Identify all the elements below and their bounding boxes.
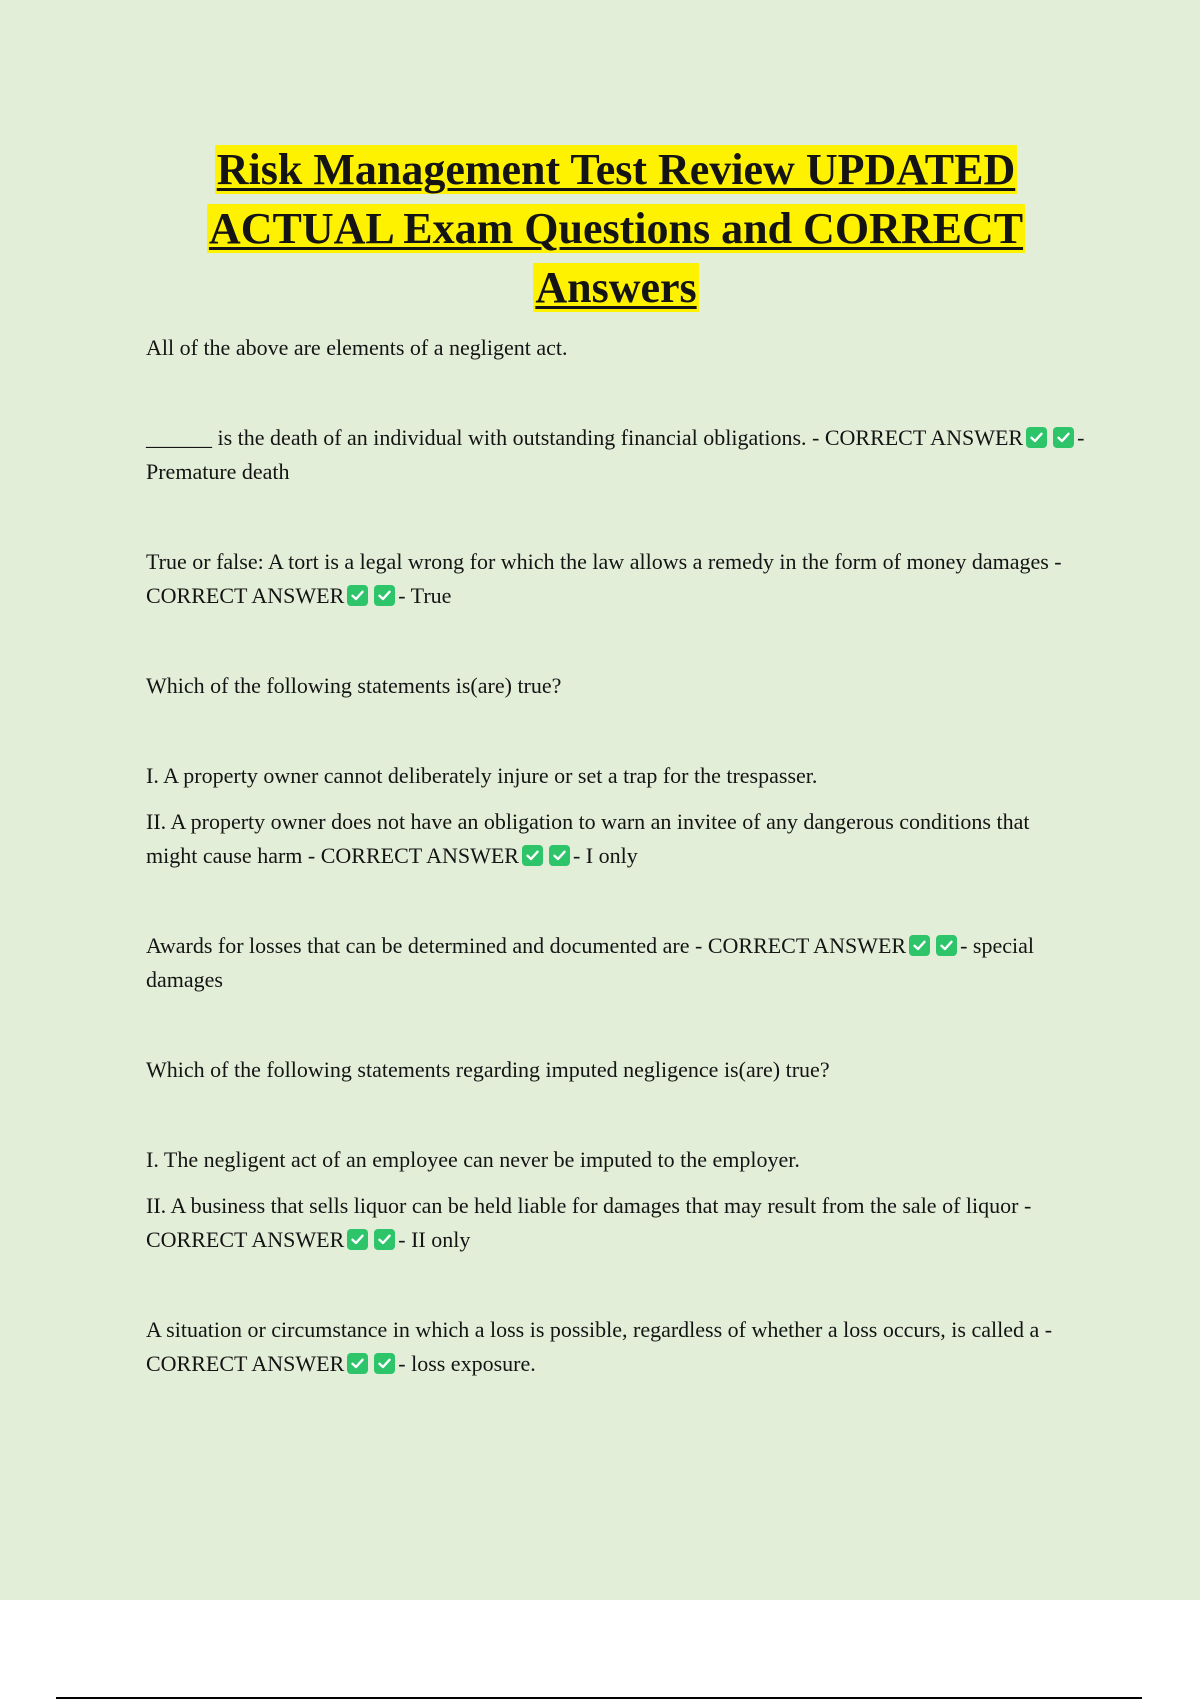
- intro-text: All of the above are elements of a negligent act.: [146, 335, 568, 360]
- document-content: [146, 140, 1086, 1381]
- check-icon: [347, 1353, 368, 1374]
- title-line-1: Risk Management Test Review UPDATED: [216, 145, 1016, 194]
- check-icon: [909, 935, 930, 956]
- check-icon: [374, 585, 395, 606]
- title-line-2: ACTUAL Exam Questions and CORRECT: [208, 204, 1024, 253]
- check-icon: [347, 1229, 368, 1250]
- check-icon: [522, 845, 543, 866]
- qa-item-1: [146, 421, 1086, 489]
- question-text: ______ is the death of an individual with outstanding financial obligations. - CORRECT ANSWER: [146, 425, 1024, 450]
- answer-text: - loss exposure.: [398, 1351, 536, 1376]
- statement-3-2: II. A property owner does not have an obligation to warn an invitee of any dangerous conditions that might cause harm - CORRECT ANSWER: [146, 809, 1030, 868]
- qa-item-3: [146, 805, 1086, 873]
- check-icon: [1026, 427, 1047, 448]
- question-5-text: Which of the following statements regarding imputed negligence is(are) true?: [146, 1057, 830, 1082]
- statement-5-2: II. A business that sells liquor can be held liable for damages that may result from the sale of liquor - CORRECT ANSWER: [146, 1193, 1032, 1252]
- page-divider: [56, 1697, 1142, 1699]
- document-title: [146, 140, 1086, 317]
- answer-text: - II only: [398, 1227, 471, 1252]
- answer-text: - I only: [572, 843, 638, 868]
- check-icon: [936, 935, 957, 956]
- statement-3-1: I. A property owner cannot deliberately injure or set a trap for the trespasser.: [146, 763, 818, 788]
- answer-text: - special damages: [146, 933, 1034, 992]
- question-text: A situation or circumstance in which a loss is possible, regardless of whether a loss occurs, is called a - CORRECT ANSWER: [146, 1317, 1053, 1376]
- check-icon: [374, 1229, 395, 1250]
- qa-item-2: [146, 545, 1086, 613]
- qa-item-6: [146, 1313, 1086, 1381]
- check-icon: [549, 845, 570, 866]
- qa-item-4: [146, 929, 1086, 997]
- title-line-3: Answers: [535, 263, 697, 312]
- statement-5-1: I. The negligent act of an employee can never be imputed to the employer.: [146, 1147, 800, 1172]
- answer-text: - True: [398, 583, 452, 608]
- question-text: Awards for losses that can be determined and documented are - CORRECT ANSWER: [146, 933, 907, 958]
- answer-text: - Premature death: [146, 425, 1085, 484]
- question-3-text: Which of the following statements is(are) true?: [146, 673, 562, 698]
- qa-item-5: [146, 1189, 1086, 1257]
- check-icon: [1053, 427, 1074, 448]
- check-icon: [347, 585, 368, 606]
- question-text: True or false: A tort is a legal wrong for which the law allows a remedy in the form of money damages - CORRECT ANSWER: [146, 549, 1062, 608]
- check-icon: [374, 1353, 395, 1374]
